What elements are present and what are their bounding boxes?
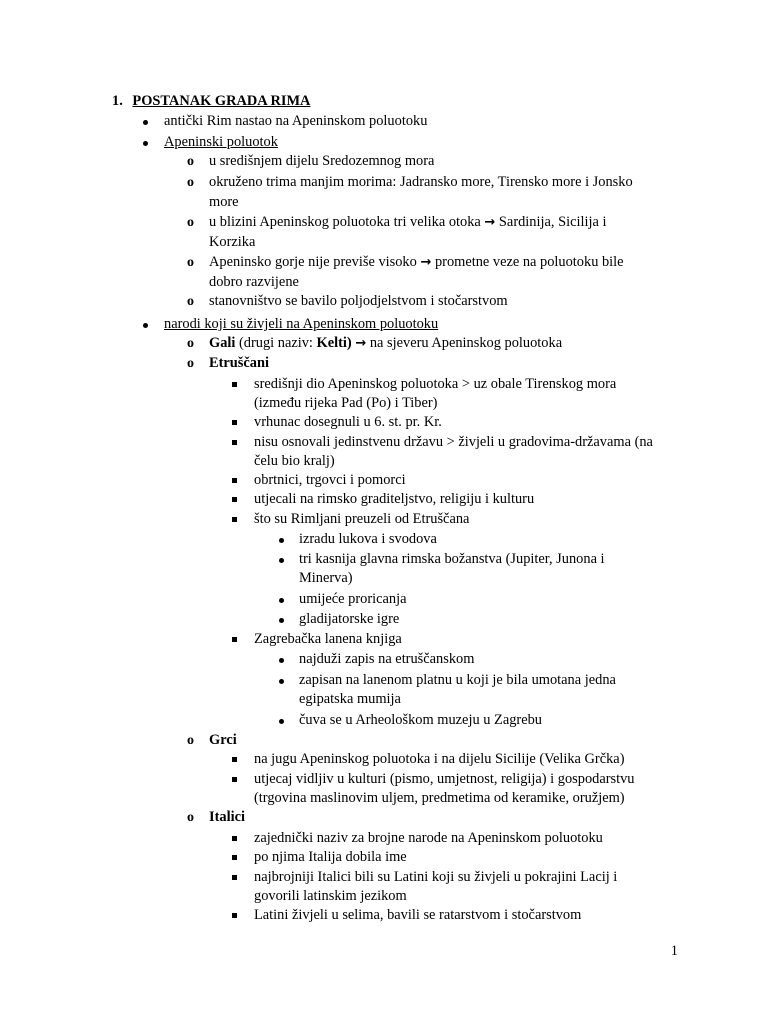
- bullet-icon: [143, 120, 148, 125]
- list-item: tri kasnija glavna rimska božanstva (Jupiter, Junona i: [299, 551, 605, 567]
- list-item-continuation: more: [209, 194, 239, 210]
- people-name: Gali: [209, 335, 236, 351]
- people-name: Grci: [209, 732, 237, 748]
- section-heading: [112, 92, 310, 112]
- list-item: umijeće proricanja: [299, 591, 407, 607]
- list-item: narodi koji su živjeli na Apeninskom poluotoku: [164, 316, 439, 332]
- circle-bullet-icon: o: [187, 294, 194, 309]
- list-item: na jugu Apeninskog poluotoka i na dijelu Sicilije (Velika Grčka): [254, 751, 625, 767]
- arrow-right-icon: →: [355, 336, 367, 351]
- list-item-continuation: (trgovina maslinovim uljem, predmetima od keramike, oružjem): [254, 790, 625, 806]
- list-item-text: na sjeveru Apeninskog poluotoka: [369, 335, 563, 351]
- circle-bullet-icon: o: [187, 810, 194, 825]
- list-item: [209, 213, 606, 233]
- list-item: okruženo trima manjim morima: Jadransko more, Tirensko more i Jonsko: [209, 174, 633, 190]
- list-item: po njima Italija dobila ime: [254, 849, 407, 865]
- square-bullet-icon: [232, 777, 237, 782]
- square-bullet-icon: [232, 382, 237, 387]
- list-item: Apeninski poluotok: [164, 134, 278, 150]
- circle-bullet-icon: o: [187, 255, 194, 270]
- list-item: vrhunac dosegnuli u 6. st. pr. Kr.: [254, 414, 442, 430]
- list-item-continuation: govorili latinskim jezikom: [254, 888, 407, 904]
- bullet-icon: [279, 598, 284, 603]
- arrow-right-icon: →: [420, 255, 432, 270]
- arrow-right-icon: →: [484, 215, 496, 230]
- people-name: Italici: [209, 809, 245, 825]
- list-item-text: Apeninsko gorje nije previše visoko: [209, 254, 417, 270]
- bullet-icon: [279, 558, 284, 563]
- square-bullet-icon: [232, 637, 237, 642]
- list-item: zajednički naziv za brojne narode na Apeninskom poluotoku: [254, 830, 603, 846]
- people-name: Kelti): [316, 335, 352, 351]
- bullet-icon: [279, 618, 284, 623]
- list-item-text: prometne veze na poluotoku bile: [434, 254, 624, 270]
- list-item: najduži zapis na etruščanskom: [299, 651, 475, 667]
- list-item-text: (drugi naziv:: [239, 335, 313, 351]
- list-item: [209, 253, 624, 273]
- list-item: utjecali na rimsko graditeljstvo, religiju i kulturu: [254, 491, 535, 507]
- list-item: najbrojniji Italici bili su Latini koji su živjeli u pokrajini Lacij i: [254, 869, 618, 885]
- bullet-icon: [279, 658, 284, 663]
- list-item: čuva se u Arheološkom muzeju u Zagrebu: [299, 712, 542, 728]
- list-item: antički Rim nastao na Apeninskom poluotoku: [164, 113, 428, 129]
- list-item-continuation: čelu bio kralj): [254, 453, 335, 469]
- list-item-continuation: dobro razvijene: [209, 274, 299, 290]
- list-item: u središnjem dijelu Sredozemnog mora: [209, 153, 435, 169]
- list-item: zapisan na lanenom platnu u koji je bila umotana jedna: [299, 672, 616, 688]
- square-bullet-icon: [232, 420, 237, 425]
- bullet-icon: [279, 679, 284, 684]
- bullet-icon: [279, 719, 284, 724]
- square-bullet-icon: [232, 913, 237, 918]
- circle-bullet-icon: o: [187, 733, 194, 748]
- bullet-icon: [143, 141, 148, 146]
- square-bullet-icon: [232, 855, 237, 860]
- list-item: Zagrebačka lanena knjiga: [254, 631, 402, 647]
- bullet-icon: [279, 538, 284, 543]
- square-bullet-icon: [232, 497, 237, 502]
- square-bullet-icon: [232, 517, 237, 522]
- circle-bullet-icon: o: [187, 175, 194, 190]
- circle-bullet-icon: o: [187, 356, 194, 371]
- circle-bullet-icon: o: [187, 154, 194, 169]
- list-item: što su Rimljani preuzeli od Etruščana: [254, 511, 470, 527]
- square-bullet-icon: [232, 757, 237, 762]
- list-item: Latini živjeli u selima, bavili se ratarstvom i stočarstvom: [254, 907, 582, 923]
- heading-number: 1.: [112, 93, 123, 109]
- list-item-continuation: Minerva): [299, 570, 353, 586]
- list-item: stanovništvo se bavilo poljodjelstvom i stočarstvom: [209, 293, 508, 309]
- bullet-icon: [143, 323, 148, 328]
- list-item-continuation: egipatska mumija: [299, 691, 401, 707]
- circle-bullet-icon: o: [187, 336, 194, 351]
- list-item-text: u blizini Apeninskog poluotoka tri velika otoka: [209, 214, 481, 230]
- page-number: 1: [670, 943, 678, 959]
- list-item-continuation: (između rijeka Pad (Po) i Tiber): [254, 395, 438, 411]
- people-name: Etruščani: [209, 355, 269, 371]
- list-item: izradu lukova i svodova: [299, 531, 437, 547]
- list-item: središnji dio Apeninskog poluotoka > uz obale Tirenskog mora: [254, 376, 617, 392]
- list-item: utjecaj vidljiv u kulturi (pismo, umjetnost, religija) i gospodarstvu: [254, 771, 635, 787]
- list-item: obrtnici, trgovci i pomorci: [254, 472, 406, 488]
- square-bullet-icon: [232, 478, 237, 483]
- list-item: nisu osnovali jedinstvenu državu > živjeli u gradovima-državama (na: [254, 434, 653, 450]
- square-bullet-icon: [232, 440, 237, 445]
- square-bullet-icon: [232, 875, 237, 880]
- square-bullet-icon: [232, 836, 237, 841]
- list-item-continuation: Korzika: [209, 234, 256, 250]
- heading-title: POSTANAK GRADA RIMA: [132, 93, 311, 109]
- list-item: [209, 334, 562, 354]
- list-item-text: Sardinija, Sicilija i: [498, 214, 607, 230]
- circle-bullet-icon: o: [187, 215, 194, 230]
- list-item: gladijatorske igre: [299, 611, 400, 627]
